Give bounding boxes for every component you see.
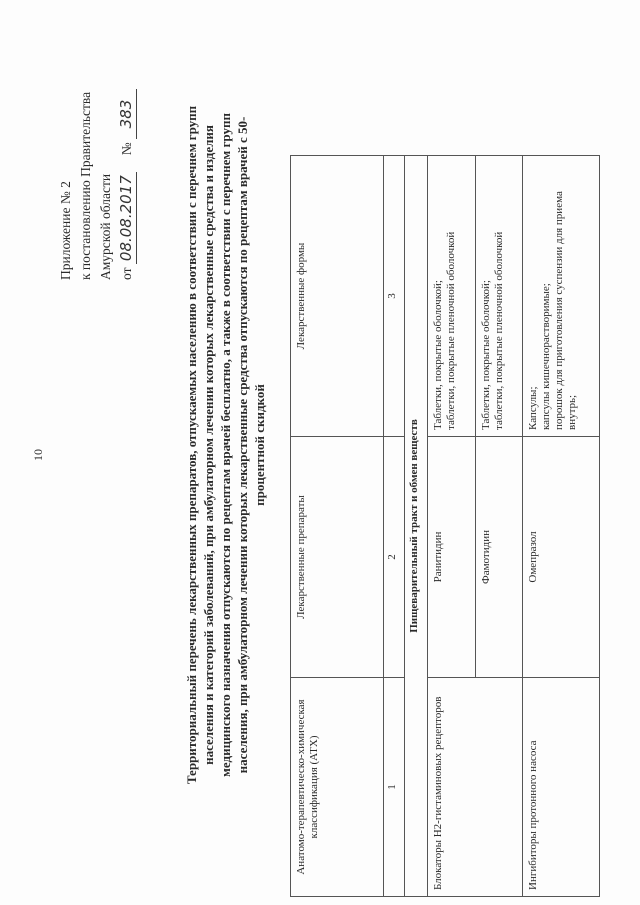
form-line: Таблетки, покрытые оболочкой;: [479, 280, 492, 430]
appendix-block: [56, 30, 137, 280]
page-number: 10: [31, 449, 45, 461]
row-atx: Ингибиторы протонного насоса: [523, 678, 600, 897]
header-atx: Анатомо-терапевтическо-химическая классификация (АТХ): [291, 678, 384, 897]
index-2: 2: [384, 437, 405, 678]
index-1: 1: [384, 678, 405, 897]
appendix-line2: к постановлению Правительства: [78, 91, 93, 280]
form-line: капсулы кишечнорастворимые;: [540, 283, 552, 430]
row-drug: Ранитидин: [428, 437, 476, 678]
form-line: таблетки, покрытые пленочной оболочкой: [492, 231, 505, 430]
drug-table: [290, 155, 600, 897]
form-line: Таблетки, покрытые оболочкой;: [432, 280, 444, 430]
document-title: Территориальный перечень лекарственных препаратов, отпускаемых населению в соответствии с перечнем групп населения и категорий заболеваний, при амбулаторном лечении которых лекарственные средства и изделия медицинского назначения отпускаются по рецептам врачей бесплатно, а также в соответствии с перечнем групп населения, при амбулаторном лечении которых лекарственные средства отпускаются по рецептам врачей с 50-процентной скидкой: [184, 105, 267, 785]
number-prefix: №: [119, 142, 134, 156]
header-drugs: Лекарственные препараты: [291, 437, 384, 678]
appendix-line1: Приложение № 2: [58, 181, 73, 280]
form-line: порошок для приготовления суспензии для приема: [553, 191, 565, 430]
section-title: Пищеварительный тракт и обмен веществ: [405, 156, 428, 897]
appendix-line3: Амурской области: [98, 173, 113, 280]
table-header-row: [291, 156, 384, 897]
form-line: Капсулы;: [527, 386, 539, 430]
index-3: 3: [384, 156, 405, 437]
table-row: [523, 156, 600, 897]
table-index-row: [384, 156, 405, 897]
row-forms: [428, 156, 476, 437]
row-drug: Фамотидин: [475, 437, 523, 678]
table-row: [428, 156, 476, 897]
handwritten-number: 383: [116, 89, 137, 139]
row-drug: Омепразол: [523, 437, 600, 678]
form-line: внутрь;: [566, 394, 578, 430]
row-atx: Блокаторы Н2-гистаминовых рецепторов: [428, 678, 523, 897]
appendix-date-line: [116, 30, 137, 280]
table-section-row: [405, 156, 428, 897]
form-line: таблетки, покрытые пленочной оболочкой: [445, 231, 457, 430]
header-forms: Лекарственные формы: [291, 156, 384, 437]
row-forms: [475, 156, 523, 437]
row-forms: [523, 156, 600, 437]
date-prefix: от: [119, 267, 134, 280]
handwritten-date: 08.08.2017: [116, 172, 137, 264]
